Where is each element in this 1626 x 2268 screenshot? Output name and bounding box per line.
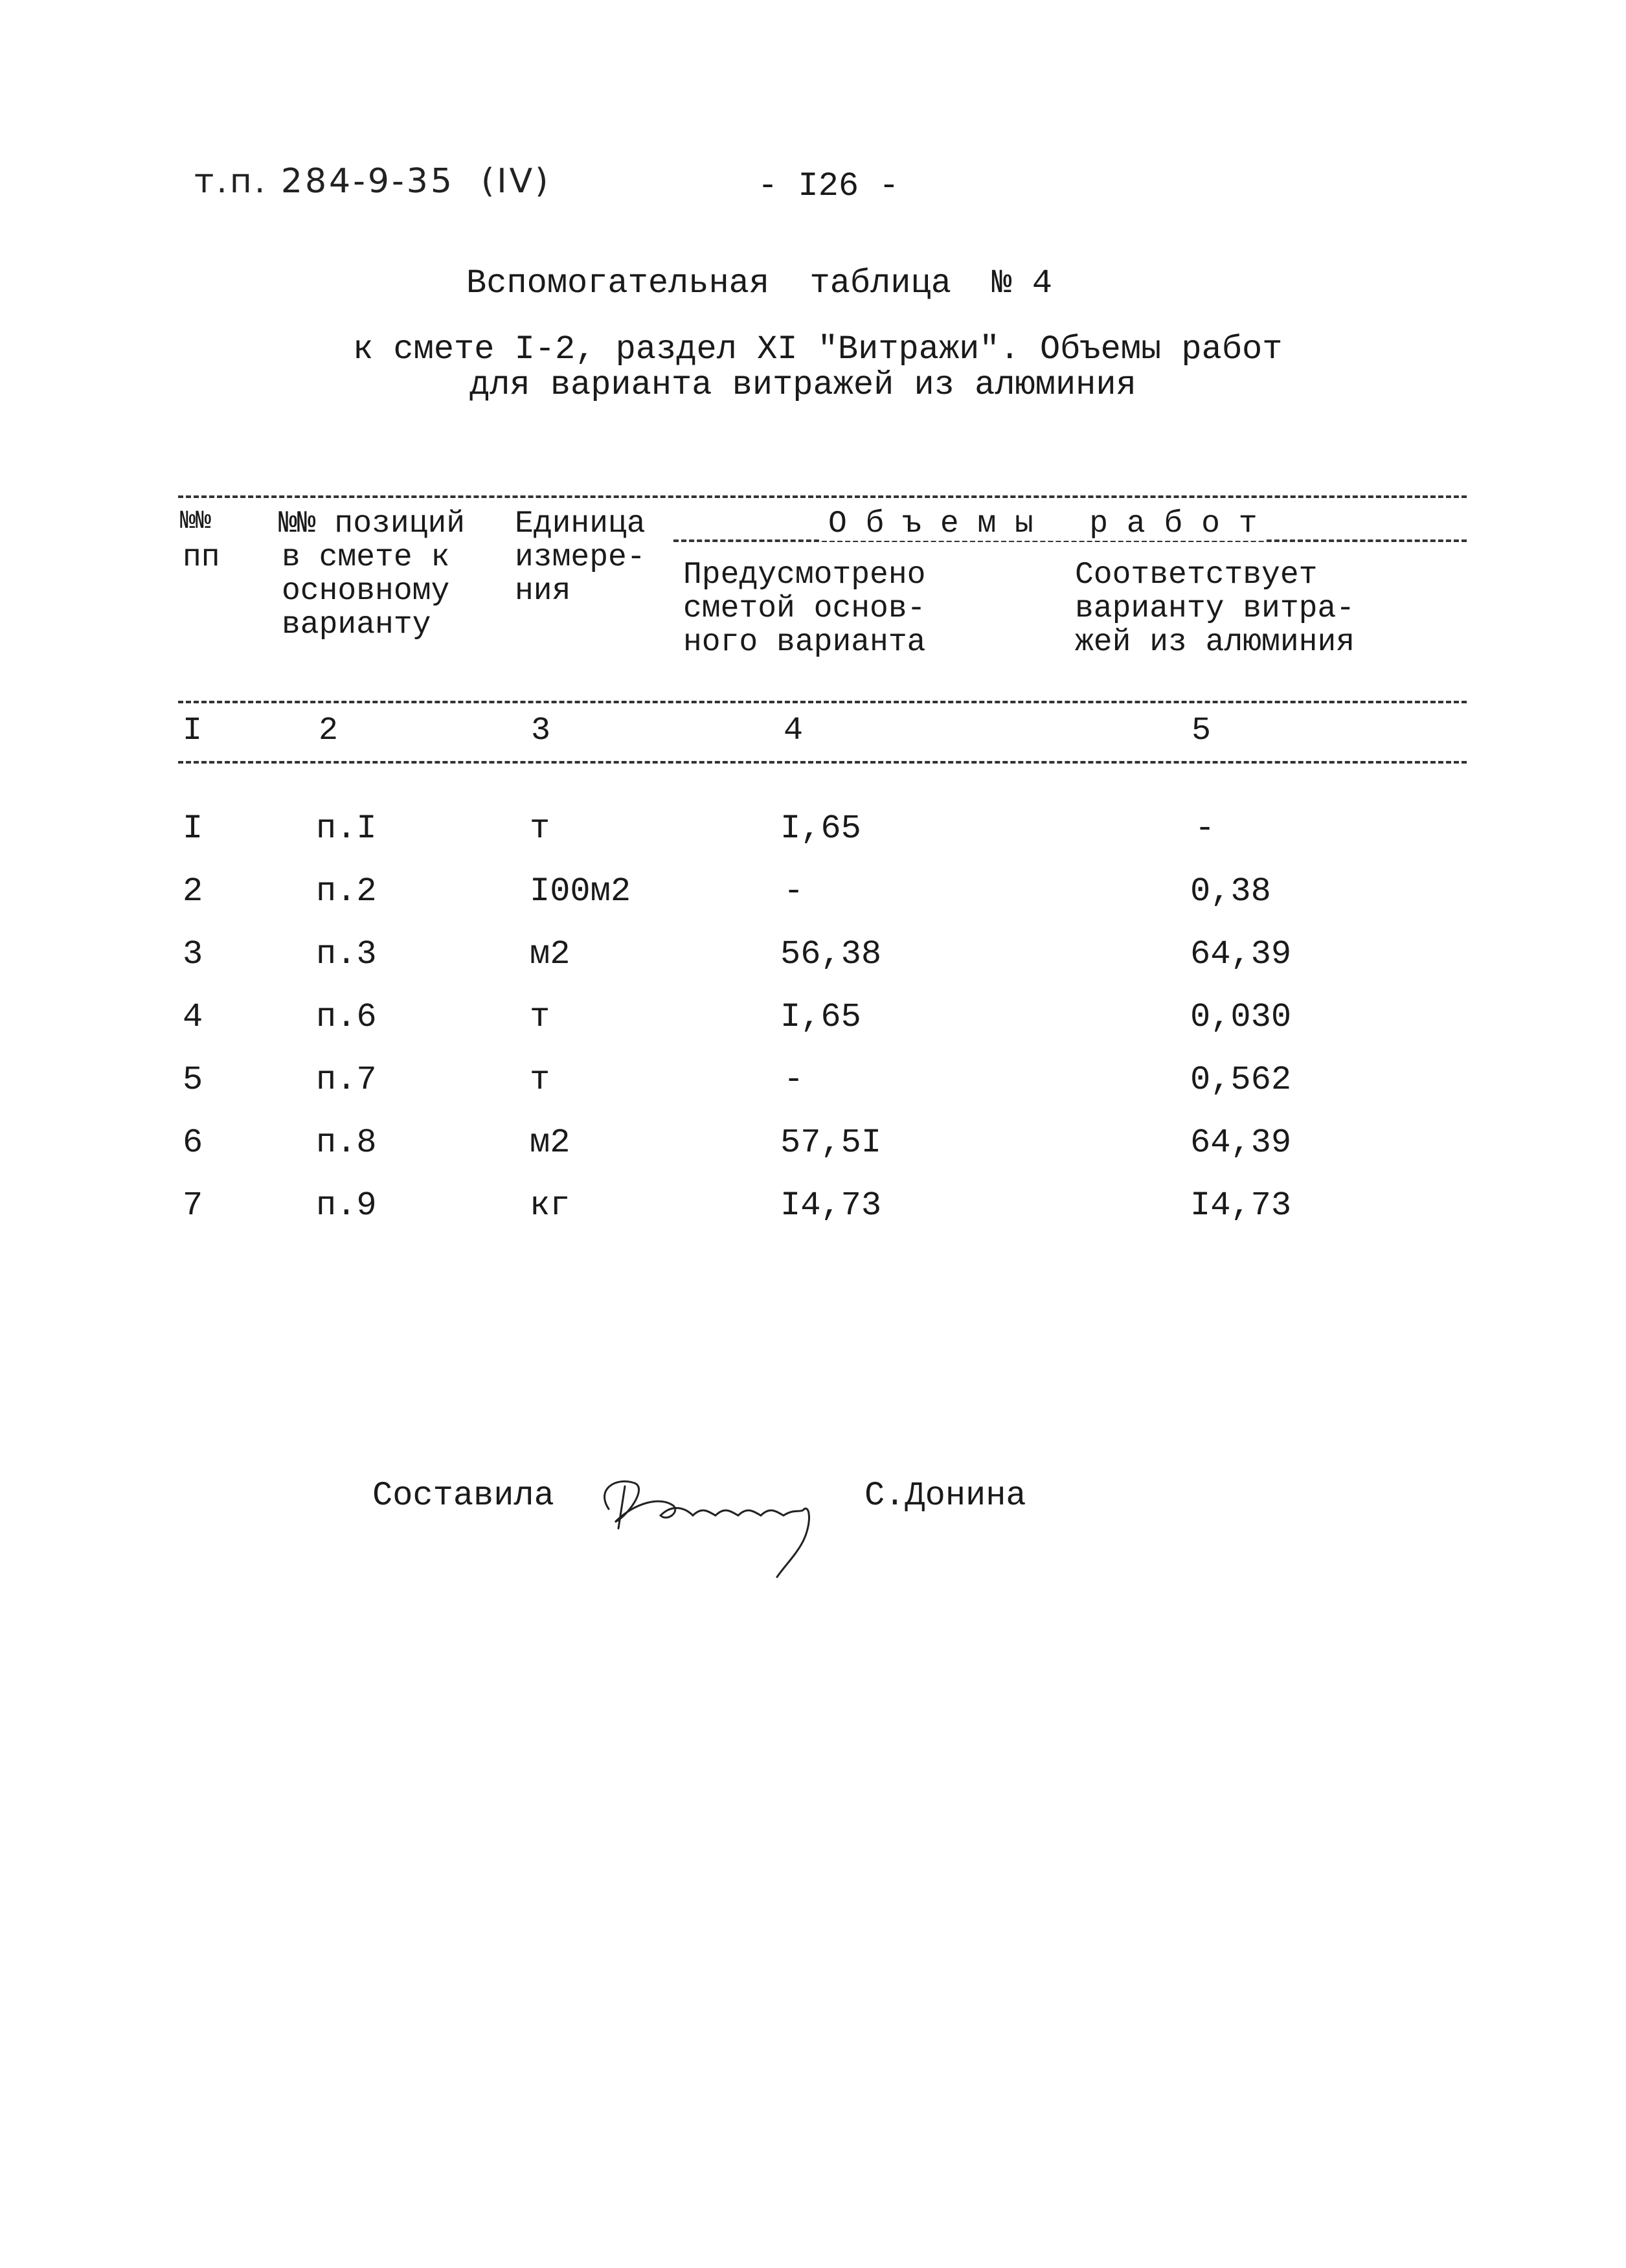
position-ref: п.8 [316, 1124, 377, 1162]
unit: т [530, 810, 550, 848]
row-number: 6 [183, 1124, 203, 1162]
table-title: Вспомогательная таблица № 4 [466, 264, 1052, 302]
position-ref: п.2 [316, 872, 377, 911]
header-col4-line: ного варианта [683, 625, 926, 660]
header-col5-line: варианту витра- [1075, 591, 1355, 626]
header-col4-line: Предусмотрено [683, 558, 926, 593]
table-subtitle-line1: к смете I-2, раздел XI "Витражи". Объемы работ [353, 330, 1283, 369]
header-col2-line: в смете к [282, 540, 450, 575]
position-ref: п.I [316, 810, 377, 848]
row-number: 5 [183, 1061, 203, 1099]
volume-aluminium: 0,030 [1190, 998, 1292, 1036]
volume-aluminium: 0,562 [1190, 1061, 1292, 1099]
document-code: т.п. 284-9-35 (IV) [194, 162, 551, 201]
position-ref: п.7 [316, 1061, 377, 1099]
column-number: 5 [1191, 712, 1212, 749]
volume-basic: I,65 [780, 998, 861, 1036]
handwritten-signature [589, 1451, 861, 1580]
column-number: 3 [531, 712, 551, 749]
position-ref: п.9 [316, 1186, 377, 1225]
unit: т [530, 1061, 550, 1099]
row-number: 3 [183, 935, 203, 973]
unit: т [530, 998, 550, 1036]
header-col3-line: ния [515, 574, 571, 609]
page-number: - I26 - [758, 167, 899, 205]
column-number: 4 [784, 712, 804, 749]
volume-aluminium: 64,39 [1190, 935, 1292, 973]
column-number: 2 [319, 712, 339, 749]
header-col3-line: Единица [515, 506, 646, 541]
volume-aluminium: 64,39 [1190, 1124, 1292, 1162]
header-col1-line1: №№ [180, 507, 212, 536]
header-group-volumes: О б ъ е м ы р а б о т [819, 507, 1267, 541]
row-number: 4 [183, 998, 203, 1036]
header-col2-line: №№ позиций [278, 506, 466, 541]
header-col5-line: жей из алюминия [1075, 625, 1355, 660]
compiled-by-label: Составила [372, 1477, 554, 1515]
unit: I00м2 [530, 872, 631, 911]
header-col4-line: сметой основ- [683, 591, 926, 626]
compiled-by-name: С.Донина [864, 1477, 1026, 1515]
header-col5-line: Соответствует [1075, 558, 1318, 593]
volume-basic: I4,73 [780, 1186, 882, 1225]
header-col2-line: основному [282, 574, 450, 609]
column-number: I [183, 712, 203, 749]
unit: м2 [530, 1124, 570, 1162]
volume-aluminium: 0,38 [1190, 872, 1271, 911]
row-number: I [183, 810, 203, 848]
position-ref: п.3 [316, 935, 377, 973]
table-top-rule [178, 495, 1467, 498]
position-ref: п.6 [316, 998, 377, 1036]
volume-basic: - [784, 1061, 804, 1099]
unit: кг [530, 1186, 570, 1225]
volume-aluminium: - [1195, 810, 1215, 848]
volume-basic: 56,38 [780, 935, 882, 973]
row-number: 2 [183, 872, 203, 911]
table-subtitle-line2: для варианта витражей из алюминия [469, 366, 1136, 404]
row-number: 7 [183, 1186, 203, 1225]
header-col2-line: варианту [282, 607, 431, 642]
unit: м2 [530, 935, 570, 973]
header-bottom-rule [178, 701, 1467, 703]
volume-aluminium: I4,73 [1190, 1186, 1292, 1225]
column-number-rule [178, 761, 1467, 764]
header-col3-line: измере- [515, 540, 646, 575]
volume-basic: - [784, 872, 804, 911]
volume-basic: I,65 [780, 810, 861, 848]
header-col1-line2: пп [183, 540, 220, 575]
volume-basic: 57,5I [780, 1124, 882, 1162]
